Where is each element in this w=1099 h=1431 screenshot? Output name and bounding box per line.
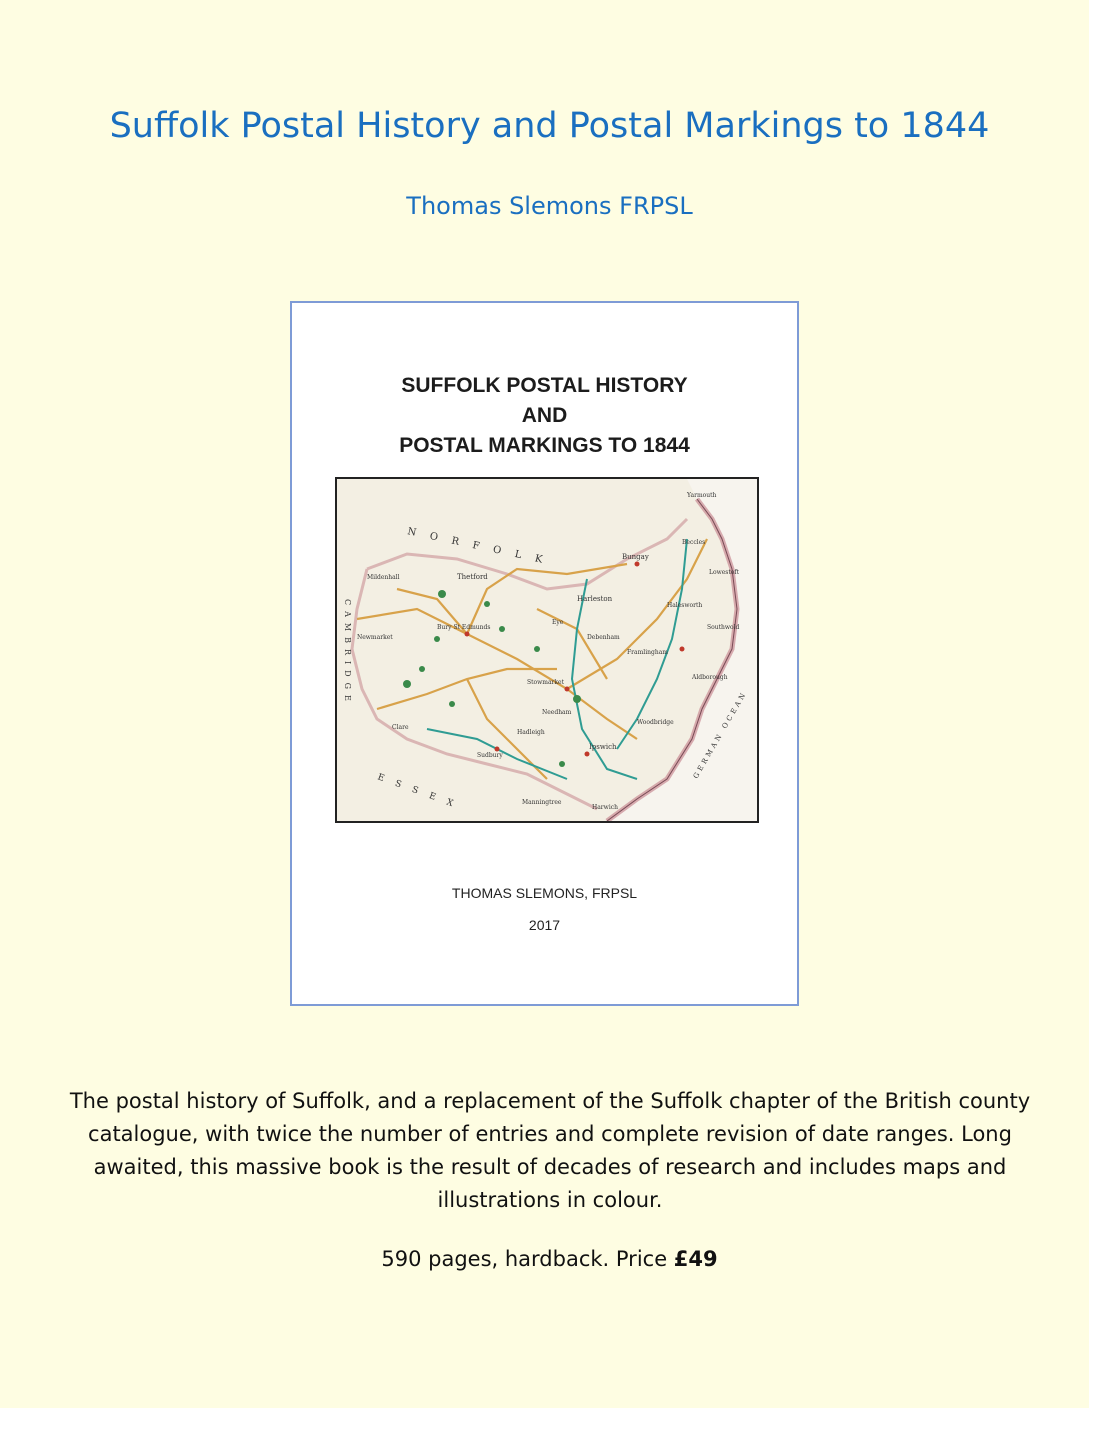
map-illustration xyxy=(337,479,757,821)
map-label: Framlingham xyxy=(627,649,668,656)
map-label: Bungay xyxy=(622,553,649,561)
price: £49 xyxy=(673,1247,718,1271)
suffolk-map xyxy=(335,477,759,823)
map-label: Stowmarket xyxy=(527,679,565,686)
map-label: Debenham xyxy=(587,634,620,641)
map-label: Newmarket xyxy=(357,634,393,641)
map-label: ESSEX xyxy=(375,772,466,814)
map-label: Hadleigh xyxy=(517,729,545,736)
map-label: CAMBRIDGE xyxy=(343,599,352,707)
map-label: Southwold xyxy=(707,624,740,631)
map-label: Thetford xyxy=(457,573,488,581)
map-label: Harleston xyxy=(577,595,613,603)
map-label: Yarmouth xyxy=(687,492,717,499)
map-label: Beccles xyxy=(682,539,706,546)
book-description: The postal history of Suffolk, and a replacement of the Suffolk chapter of the British county catalogue, with twice the number of entries and complete revision of date ranges. Long awaited, this massive book is the result of decades of research and includes maps and illustrations in colour. xyxy=(69,1089,1031,1212)
map-label: NORFOLK xyxy=(406,526,558,569)
map-label: Sudbury xyxy=(477,752,503,759)
map-label: Needham xyxy=(542,709,572,716)
book-details xyxy=(0,1247,1099,1271)
map-label: Halesworth xyxy=(667,602,703,609)
map-label: GERMAN OCEAN xyxy=(691,689,749,780)
map-label: Harwich xyxy=(592,804,618,811)
page-author: Thomas Slemons FRPSL xyxy=(406,192,693,220)
map-label: Aldborough xyxy=(692,674,728,681)
cover-title-line: POSTAL MARKINGS TO 1844 xyxy=(399,434,690,457)
details-text: 590 pages, hardback. Price xyxy=(381,1247,674,1271)
cover-year: 2017 xyxy=(528,917,561,933)
map-label: Mildenhall xyxy=(367,574,400,581)
map-label: Bury St Edmunds xyxy=(437,624,491,631)
map-label: Manningtree xyxy=(522,799,562,806)
cover-title-line: SUFFOLK POSTAL HISTORY xyxy=(401,374,688,397)
map-label: Clare xyxy=(392,724,409,731)
cover-title-line: AND xyxy=(521,404,568,427)
map-label: Woodbridge xyxy=(637,719,674,726)
map-label: Eye xyxy=(552,619,564,626)
map-label: Ipswich xyxy=(589,743,617,751)
map-label: Lowestoft xyxy=(709,569,740,576)
page-title: Suffolk Postal History and Postal Markings to 1844 xyxy=(109,106,990,146)
cover-title xyxy=(292,371,797,461)
cover-author: THOMAS SLEMONS, FRPSL xyxy=(451,885,638,901)
book-cover xyxy=(290,301,799,1006)
